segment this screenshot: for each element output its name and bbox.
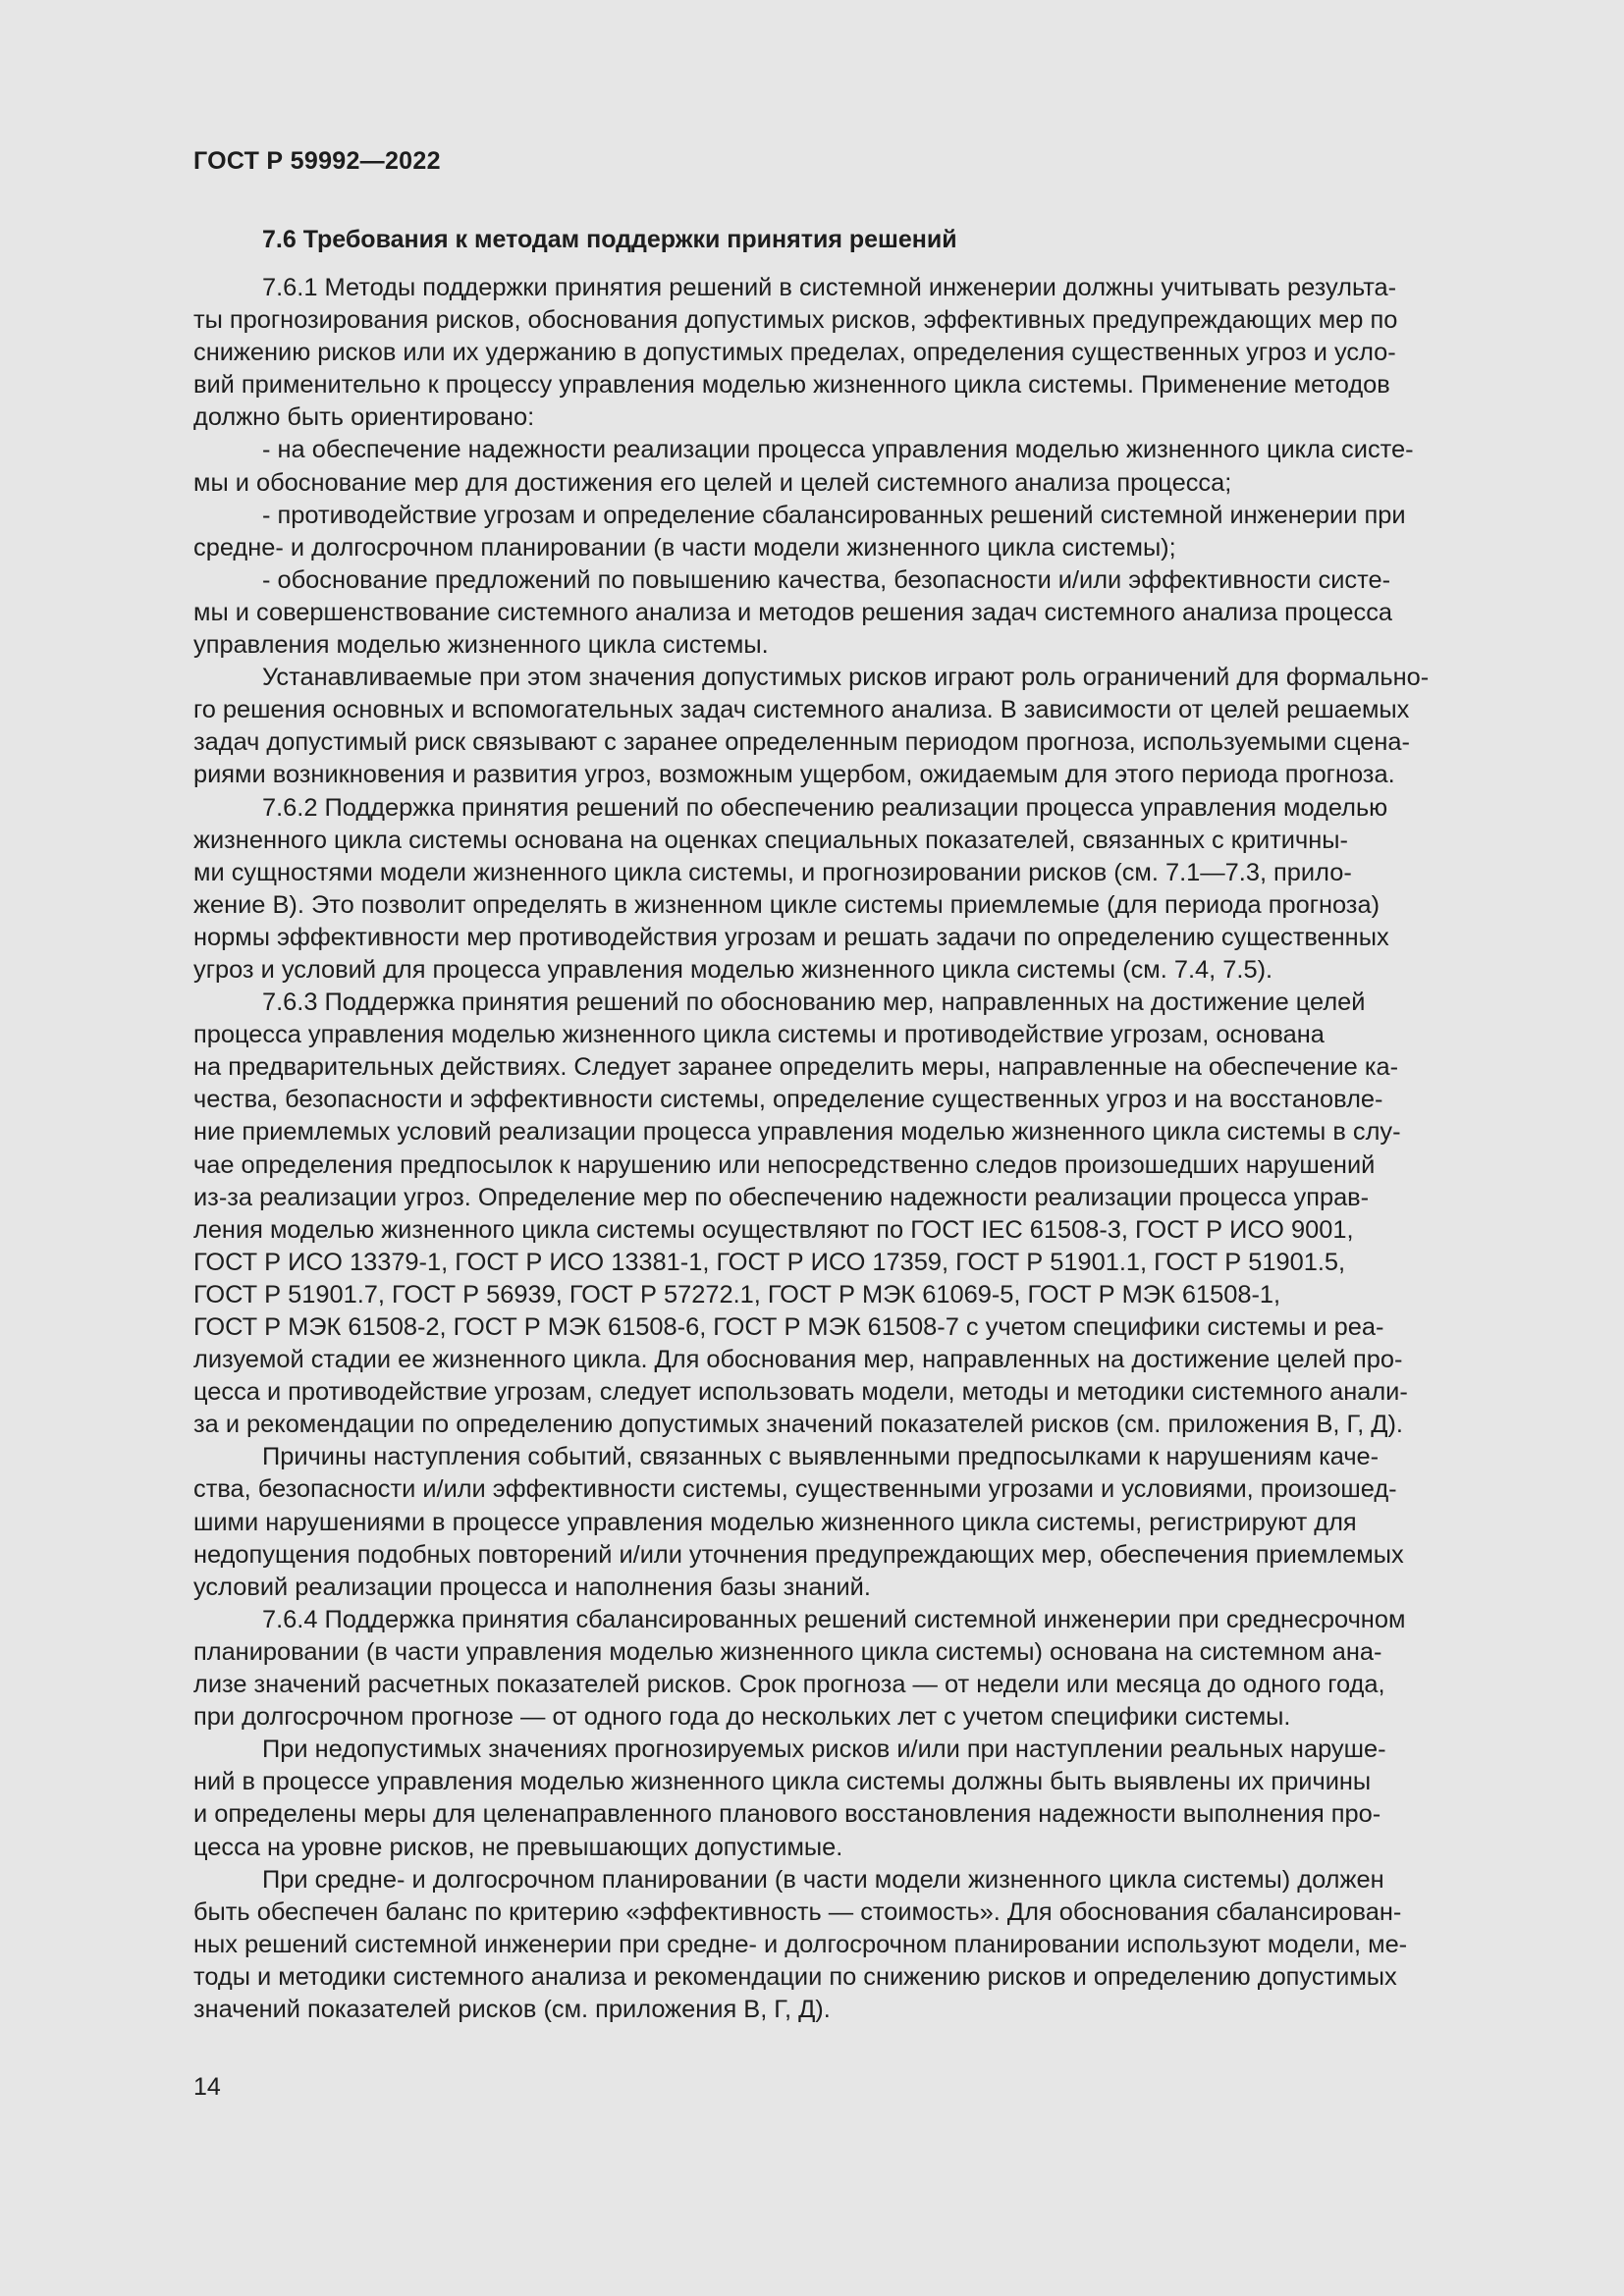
list-item-reliability: - на обеспечение надежности реализации процесса управления моделью жизненного цикла систе- мы и обоснование мер для достижения его целей и целей системного анализа процесса; (193, 436, 1414, 497)
list-item-counteraction: - противодействие угрозам и определение сбалансированных решений системной инженерии при средне- и долгосрочном планировании (в части модели жизненного цикла системы); (193, 501, 1406, 561)
paragraph-7-6-3: 7.6.3 Поддержка принятия решений по обоснованию мер, направленных на достижение целей процесса управления моделью жизненного цикла системы и противодействие угрозам, основана на предварительных действиях. Следует заранее определить меры, направленные на обеспечение ка- чества, безопасности и эффективности системы, определение существенных угроз и на восстановле- ние приемлемых условий реализации процесса управления моделью жизненного цикла системы в слу- чае определения предпосылок к нарушению или непосредственно следов произошедших нарушений из-за реализации угроз. Определение мер по обеспечению надежности реализации процесса управ- ления моделью жизненного цикла системы осуществляют по ГОСТ IEC 61508-3, ГОСТ Р ИСО 9001, ГОСТ Р ИСО 13379-1, ГОСТ Р ИСО 13381-1, ГОСТ Р ИСО 17359, ГОСТ Р 51901.1, ГОСТ Р 51901.5, ГОСТ Р 51901.7, ГОСТ Р 56939, ГОСТ Р 57272.1, ГОСТ Р МЭК 61069-5, ГОСТ Р МЭК 61508-1, ГОСТ Р МЭК 61508-2, ГОСТ Р МЭК 61508-6, ГОСТ Р МЭК 61508-7 с учетом специфики системы и реа- лизуемой стадии ее жизненного цикла. Для обоснования мер, направленных на достижение целей про- цесса и противодействие угрозам, следует использовать модели, методы и методики системного анали- за и рекомендации по определению допустимых значений показателей рисков (см. приложения В, Г, Д). (193, 988, 1408, 1439)
page-number: 14 (193, 2073, 221, 2101)
paragraph-7-6-1: 7.6.1 Методы поддержки принятия решений в системной инженерии должны учитывать результа- ты прогнозирования рисков, обоснования допустимых рисков, эффективных предупреждающих мер по снижению рисков или их удержанию в допустимых пределах, определения существенных угроз и усло- вий применительно к процессу управления моделью жизненного цикла системы. Применение методов должно быть ориентировано: (193, 274, 1398, 432)
paragraph-acceptable-risks: Устанавливаемые при этом значения допустимых рисков играют роль ограничений для формально- го решения основных и вспомогательных задач системного анализа. В зависимости от целей решаемых задач допустимый риск связывают с заранее определенным периодом прогноза, используемыми сцена- риями возникновения и развития угроз, возможным ущербом, ожидаемым для этого периода прогноза. (193, 664, 1430, 789)
paragraph-7-6-4: 7.6.4 Поддержка принятия сбалансированных решений системной инженерии при среднесрочном планировании (в части управления моделью жизненного цикла системы) основана на системном ана- лизе значений расчетных показателей рисков. Срок прогноза — от недели или месяца до одного года, при долгосрочном прогнозе — от одного года до нескольких лет с учетом специфики системы. (193, 1605, 1406, 1732)
list-item-improvement: - обоснование предложений по повышению качества, безопасности и/или эффективности систе- мы и совершенствование системного анализа и методов решения задач системного анализа процесса управления моделью жизненного цикла системы. (193, 565, 1393, 660)
paragraph-event-causes: Причины наступления событий, связанных с выявленными предпосылками к нарушениям каче- ства, безопасности и/или эффективности системы, существенными угрозами и условиями, произошед- шими нарушениями в процессе управления моделью жизненного цикла системы, регистрируют для недопущения подобных повторений и/или уточнения предупреждающих мер, обеспечения приемлемых условий реализации процесса и наполнения базы знаний. (193, 1443, 1404, 1601)
document-standard-id: ГОСТ Р 59992—2022 (193, 147, 441, 175)
document-body (193, 272, 1507, 2026)
paragraph-7-6-2: 7.6.2 Поддержка принятия решений по обеспечению реализации процесса управления моделью жизненного цикла системы основана на оценках специальных показателей, связанных с критичны- ми сущностями модели жизненного цикла системы, и прогнозировании рисков (см. 7.1—7.3, прило- жение В). Это позволит определять в жизненном цикле системы приемлемые (для периода прогноза) нормы эффективности мер противодействия угрозам и решать задачи по определению существенных угроз и условий для процесса управления моделью жизненного цикла системы (см. 7.4, 7.5). (193, 793, 1389, 984)
paragraph-unacceptable-risks: При недопустимых значениях прогнозируемых рисков и/или при наступлении реальных наруше- ний в процессе управления моделью жизненного цикла системы должны быть выявлены их причины и определены меры для целенаправленного планового восстановления надежности выполнения про- цесса на уровне рисков, не превышающих допустимые. (193, 1735, 1386, 1861)
paragraph-balance: При средне- и долгосрочном планировании (в части модели жизненного цикла системы) должен быть обеспечен баланс по критерию «эффективность — стоимость». Для обоснования сбалансирован- ных решений системной инженерии при средне- и долгосрочном планировании используют модели, ме- тоды и методики системного анализа и рекомендации по снижению рисков и определению допустимых значений показателей рисков (см. приложения В, Г, Д). (193, 1865, 1408, 2023)
section-title: 7.6 Требования к методам поддержки принятия решений (262, 226, 957, 253)
